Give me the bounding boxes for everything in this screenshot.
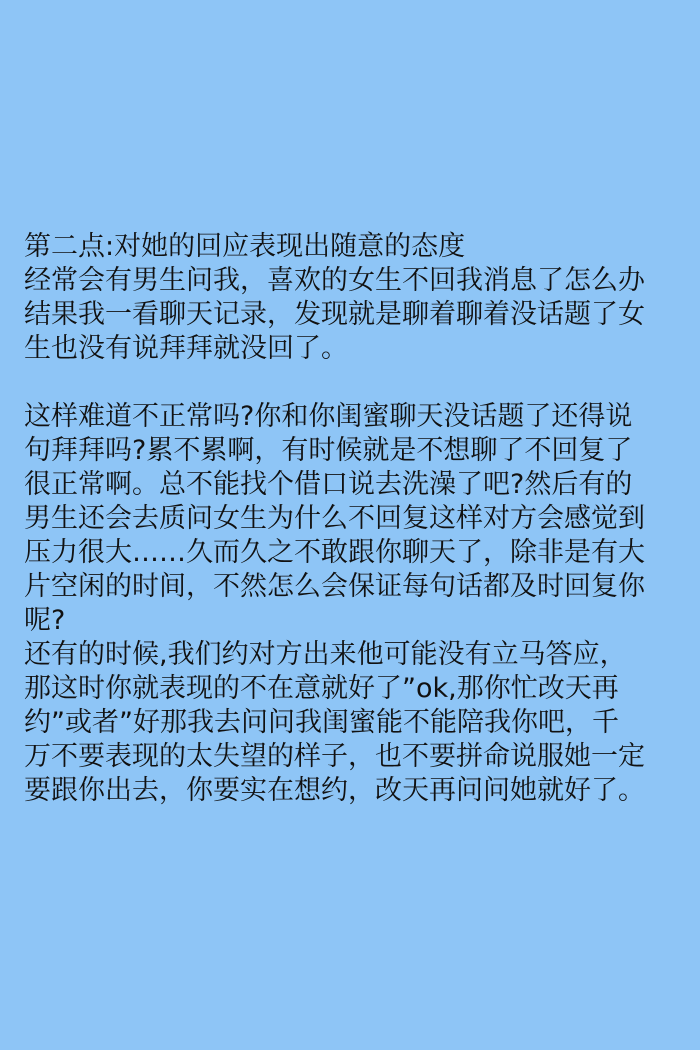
- text-line: 经常会有男生问我，喜欢的女生不回我消息了怎么办: [24, 265, 645, 296]
- text-line: 那这时你就表现的不在意就好了”ok,那你忙改天再: [24, 673, 619, 704]
- text-line: 男生还会去质问女生为什么不回复这样对方会感觉到: [24, 503, 645, 534]
- text-line: 片空闲的时间，不然怎么会保证每句话都及时回复你: [24, 571, 645, 602]
- text-line: 呢?: [24, 605, 66, 636]
- heading-line: 第二点:对她的回应表现出随意的态度: [24, 231, 466, 262]
- text-line: 万不要表现的太失望的样子，也不要拼命说服她一定: [24, 741, 645, 772]
- text-line: 约”或者”好那我去问问我闺蜜能不能陪我你吧，千: [24, 707, 619, 738]
- text-line: 结果我一看聊天记录，发现就是聊着聊着没话题了女: [24, 299, 645, 330]
- article-body: [24, 230, 684, 808]
- text-line: 很正常啊。总不能找个借口说去洗澡了吧?然后有的: [24, 469, 633, 500]
- text-line: 还有的时候,我们约对方出来他可能没有立马答应，: [24, 639, 627, 670]
- blank-line: [24, 366, 684, 400]
- text-line: 压力很大……久而久之不敢跟你聊天了，除非是有大: [24, 537, 645, 568]
- text-line: 要跟你出去，你要实在想约，改天再问问她就好了。: [24, 775, 645, 806]
- text-line: 这样难道不正常吗?你和你闺蜜聊天没话题了还得说: [24, 401, 633, 432]
- text-line: 生也没有说拜拜就没回了。: [24, 333, 348, 364]
- text-line: 句拜拜吗?累不累啊，有时候就是不想聊了不回复了: [24, 435, 633, 466]
